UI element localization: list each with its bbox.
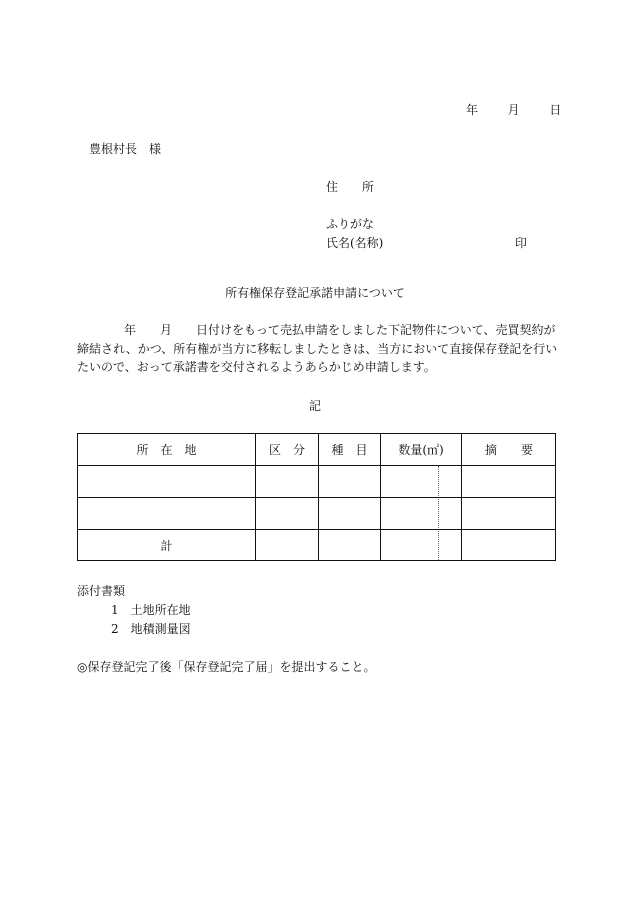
- body-line-2: 締結され、かつ、所有権が当方に移転しましたときは、当方において直接保存登記を行い: [77, 342, 558, 356]
- ki-label: 記: [308, 399, 321, 413]
- furigana-label: ふりがな: [326, 217, 375, 231]
- body-line-1: 年 月 日付けをもって売払申請をしました下記物件について、売買契約が: [124, 323, 556, 337]
- attachment-item: 1 土地所在地: [111, 603, 191, 617]
- header-type: 種 目: [331, 443, 368, 457]
- date-line: [466, 102, 561, 118]
- address-label: 住 所: [326, 180, 375, 194]
- document-title: 所有権保存登記承諾申請について: [225, 286, 405, 300]
- seal-label: 印: [515, 236, 528, 250]
- date-year: 年: [466, 103, 479, 117]
- table-row-divider: [78, 497, 555, 498]
- header-location: 所 在 地: [136, 443, 197, 457]
- addressee: 豊根村長 様: [89, 142, 162, 156]
- header-category: 区 分: [268, 443, 305, 457]
- date-month: 月: [507, 103, 520, 117]
- attachment-item: 2 地積測量図: [111, 622, 191, 636]
- property-table: [77, 433, 556, 561]
- attachments-heading: 添付書類: [77, 584, 126, 598]
- header-quantity: 数量(㎡): [398, 443, 444, 457]
- note: ◎保存登記完了後「保存登記完了届」を提出すること。: [77, 660, 376, 674]
- total-label: 計: [160, 539, 173, 553]
- table-row-divider: [78, 465, 555, 466]
- body-line-3: たいので、おって承諾書を交付されるようあらかじめ申請します。: [77, 360, 436, 374]
- date-day: 日: [549, 103, 562, 117]
- table-row-divider: [78, 529, 555, 530]
- table-dotted-divider: [438, 466, 439, 560]
- name-label: 氏名(名称): [326, 236, 384, 250]
- header-remarks: 摘 要: [484, 443, 533, 457]
